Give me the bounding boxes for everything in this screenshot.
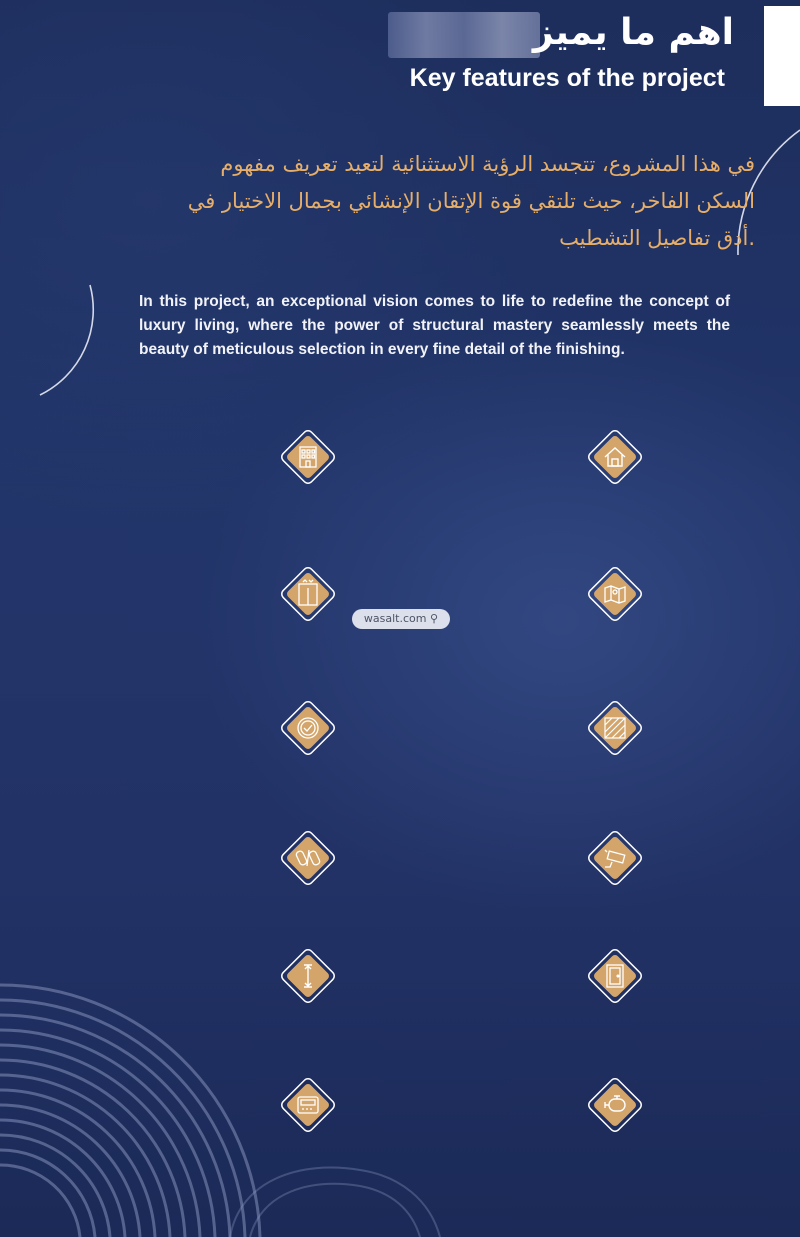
- hotel-building-icon: [272, 421, 344, 493]
- intro-arabic: [95, 146, 755, 257]
- blurred-logo: [388, 12, 540, 58]
- ceiling-height-icon: [272, 940, 344, 1012]
- white-corner-block: [764, 6, 800, 106]
- door-icon: [579, 940, 651, 1012]
- meter-icon: [272, 1069, 344, 1141]
- quality-badge-icon: [272, 692, 344, 764]
- security-camera-icon: [579, 822, 651, 894]
- watermark: wasalt.com ⚲: [352, 609, 450, 629]
- smart-home-icon: [579, 421, 651, 493]
- parking-cars-icon: [272, 822, 344, 894]
- watermark-text: wasalt.com: [363, 612, 427, 625]
- intro-arabic-line: .أدق تفاصيل التشطيب: [559, 226, 755, 250]
- title-english: Key features of the project: [409, 64, 725, 92]
- title-arabic: اهم ما يميز: [532, 12, 734, 53]
- elevator-icon: [272, 558, 344, 630]
- tiles-icon: [579, 692, 651, 764]
- map-location-icon: [579, 558, 651, 630]
- intro-arabic-line: في هذا المشروع، تتجسد الرؤية الاستثنائية لتعيد تعريف مفهوم: [220, 152, 755, 176]
- intro-arabic-line: السكن الفاخر، حيث تلتقي قوة الإتقان الإنشائي بجمال الاختيار في: [187, 189, 755, 213]
- water-tank-icon: [579, 1069, 651, 1141]
- intro-english: In this project, an exceptional vision comes to life to redefine the concept of luxury living, where the power of structural mastery seamlessly meets the beauty of meticulous selection in every fine detail of the finishing.: [139, 293, 730, 358]
